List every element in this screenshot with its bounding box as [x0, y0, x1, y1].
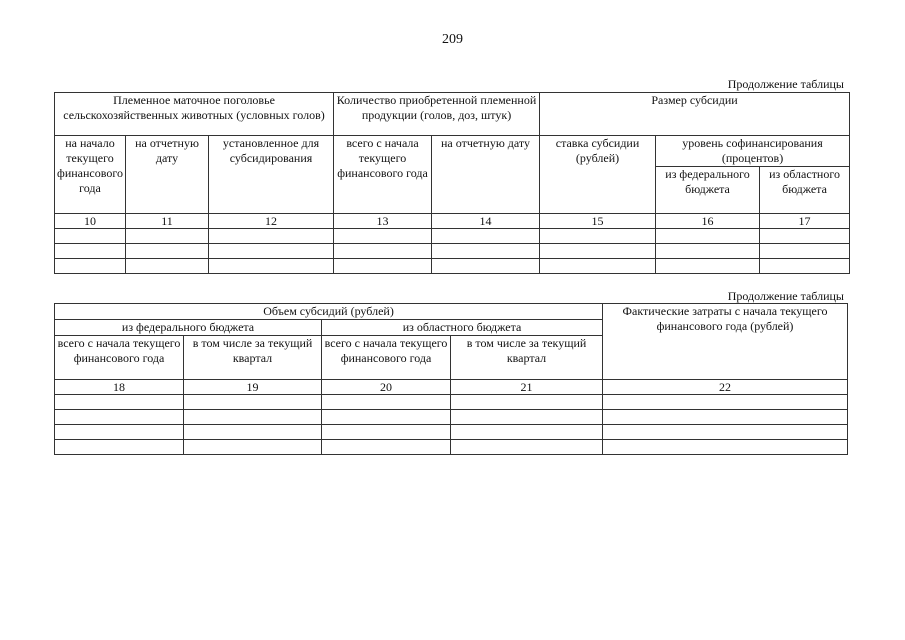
table-cell	[603, 440, 848, 455]
table-cell	[334, 244, 432, 259]
table-cell	[540, 244, 656, 259]
table-cell	[334, 259, 432, 274]
table-cell	[209, 244, 334, 259]
table-cell	[55, 259, 126, 274]
table-row	[55, 395, 848, 410]
table-cell	[760, 259, 850, 274]
table-cell	[760, 229, 850, 244]
table-cell	[184, 410, 322, 425]
column-number: 15	[540, 214, 656, 229]
table-cell	[184, 395, 322, 410]
table-cell	[760, 244, 850, 259]
table-cell	[451, 425, 603, 440]
header-federal-budget: из федерального бюджета	[55, 320, 322, 336]
table-cell	[451, 440, 603, 455]
table-cell	[184, 425, 322, 440]
header-reporting-date: на отчетную дату	[126, 136, 209, 214]
column-number: 10	[55, 214, 126, 229]
column-number: 21	[451, 380, 603, 395]
header-subsidy-rate: ставка субсидии (рублей)	[540, 136, 656, 214]
column-number: 11	[126, 214, 209, 229]
table-row	[55, 244, 850, 259]
table-cell	[55, 425, 184, 440]
table-cell	[322, 425, 451, 440]
table-cell	[209, 229, 334, 244]
table-cell	[656, 259, 760, 274]
column-number: 13	[334, 214, 432, 229]
table-row	[55, 440, 848, 455]
header-breeding-stock: Племенное маточное поголовье сельскохозяйственных животных (условных голов)	[55, 93, 334, 136]
header-actual-costs: Фактические затраты с начала текущего финансового года (рублей)	[603, 304, 848, 380]
table-row	[55, 425, 848, 440]
table-row	[55, 259, 850, 274]
column-number: 19	[184, 380, 322, 395]
header-established-for-subsidy: установленное для субсидирования	[209, 136, 334, 214]
table-cell	[603, 410, 848, 425]
table-cell	[334, 229, 432, 244]
header-regional-total: всего с начала текущего финансового года	[322, 336, 451, 380]
header-federal-quarter: в том числе за текущий квартал	[184, 336, 322, 380]
table-cell	[55, 244, 126, 259]
header-total-since-start: всего с начала текущего финансового года	[334, 136, 432, 214]
header-purchased-products: Количество приобретенной племенной продукции (голов, доз, штук)	[334, 93, 540, 136]
table-cell	[432, 244, 540, 259]
table-cell	[126, 244, 209, 259]
table-cell	[55, 229, 126, 244]
table-row	[55, 229, 850, 244]
header-federal-total: всего с начала текущего финансового года	[55, 336, 184, 380]
table-cell	[603, 425, 848, 440]
table-cell	[322, 395, 451, 410]
table-cell	[603, 395, 848, 410]
table-cell	[126, 229, 209, 244]
table-cell	[656, 244, 760, 259]
column-number: 12	[209, 214, 334, 229]
table-cell	[322, 440, 451, 455]
table-cell	[656, 229, 760, 244]
table-cell	[209, 259, 334, 274]
table-cell	[540, 229, 656, 244]
table-cell	[451, 395, 603, 410]
table-cell	[55, 440, 184, 455]
table-cell	[55, 395, 184, 410]
header-start-of-year: на начало текущего финансового года	[55, 136, 126, 214]
column-number: 14	[432, 214, 540, 229]
table-row	[55, 410, 848, 425]
column-number: 22	[603, 380, 848, 395]
column-number: 20	[322, 380, 451, 395]
column-number-row	[55, 380, 848, 395]
subsidy-livestock-table	[54, 92, 850, 274]
header-regional-quarter: в том числе за текущий квартал	[451, 336, 603, 380]
table-cell	[540, 259, 656, 274]
column-number: 17	[760, 214, 850, 229]
table-cell	[432, 259, 540, 274]
header-subsidy-volume: Объем субсидий (рублей)	[55, 304, 603, 320]
page-number: 209	[442, 32, 463, 47]
header-cofinancing-level: уровень софинансирования (процентов)	[656, 136, 850, 167]
header-reporting-date-2: на отчетную дату	[432, 136, 540, 214]
table-cell	[55, 410, 184, 425]
column-number: 18	[55, 380, 184, 395]
table-cell	[322, 410, 451, 425]
column-number-row	[55, 214, 850, 229]
table-cell	[126, 259, 209, 274]
table-cell	[451, 410, 603, 425]
column-number: 16	[656, 214, 760, 229]
table-cell	[432, 229, 540, 244]
table-continuation-label: Продолжение таблицы	[727, 77, 844, 91]
header-regional-budget: из областного бюджета	[322, 320, 603, 336]
table-continuation-label: Продолжение таблицы	[727, 289, 844, 303]
header-regional-budget: из областного бюджета	[760, 167, 850, 214]
header-federal-budget: из федерального бюджета	[656, 167, 760, 214]
header-subsidy-size: Размер субсидии	[540, 93, 850, 136]
subsidy-volume-table	[54, 303, 848, 455]
table-cell	[184, 440, 322, 455]
